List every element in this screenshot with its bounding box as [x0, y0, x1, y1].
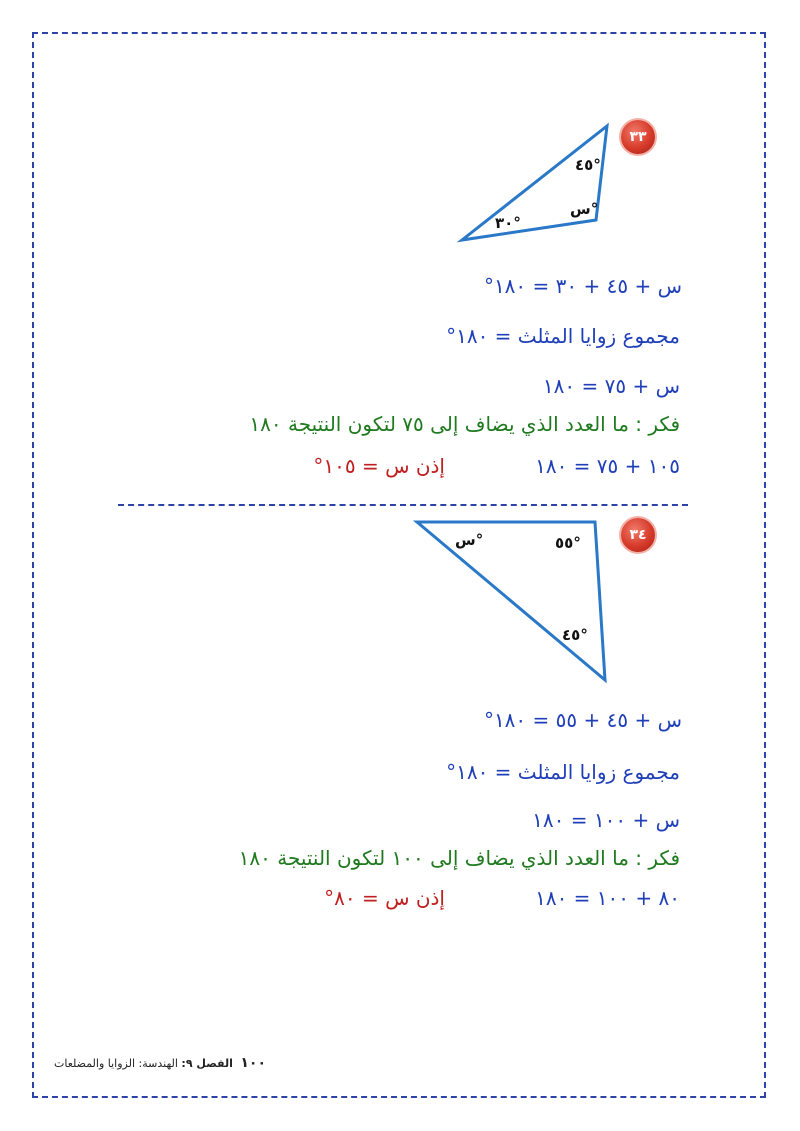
angle-34-right: ٤٥°: [562, 626, 588, 644]
angle-34-top-right: ٥٥°: [555, 534, 581, 552]
triangle-33: [462, 126, 607, 240]
chapter-label: الفصل ٩:: [181, 1057, 233, 1070]
p34-angle-sum: مجموع زوايا المثلث = ١٨٠°: [446, 760, 680, 784]
triangle-34-figure: [405, 510, 620, 690]
page-number: ١٠٠: [240, 1055, 266, 1071]
angle-33-top: ٤٥°: [575, 156, 601, 174]
p33-angle-sum: مجموع زوايا المثلث = ١٨٠°: [446, 324, 680, 348]
angle-33-bottom-right: س°: [570, 200, 599, 218]
p33-equation-2: س + ٧٥ = ١٨٠: [542, 374, 680, 398]
chapter-title: الهندسة: الزوايا والمضلعات: [54, 1057, 178, 1070]
angle-33-left: ٣٠°: [495, 214, 521, 232]
page-border: [32, 32, 766, 1098]
p33-equation-1: س + ٤٥ + ٣٠ = ١٨٠°: [483, 274, 682, 298]
p33-check: ١٠٥ + ٧٥ = ١٨٠: [535, 454, 680, 478]
p33-think: فكر : ما العدد الذي يضاف إلى ٧٥ لتكون النتيجة ١٨٠: [249, 412, 680, 436]
p33-answer: إذن س = ١٠٥°: [313, 454, 445, 478]
p34-answer: إذن س = ٨٠°: [324, 886, 445, 910]
p34-check: ٨٠ + ١٠٠ = ١٨٠: [535, 886, 680, 910]
p34-equation-2: س + ١٠٠ = ١٨٠: [532, 808, 680, 832]
p34-equation-1: س + ٤٥ + ٥٥ = ١٨٠°: [483, 708, 682, 732]
problem-33-badge: ٣٣: [621, 120, 655, 154]
problem-34-badge: ٣٤: [621, 518, 655, 552]
angle-34-top-left: س°: [455, 531, 484, 549]
p34-think: فكر : ما العدد الذي يضاف إلى ١٠٠ لتكون النتيجة ١٨٠: [238, 846, 680, 870]
section-divider: [118, 504, 688, 506]
triangle-33-figure: [440, 110, 640, 255]
page-footer: [54, 1055, 266, 1071]
